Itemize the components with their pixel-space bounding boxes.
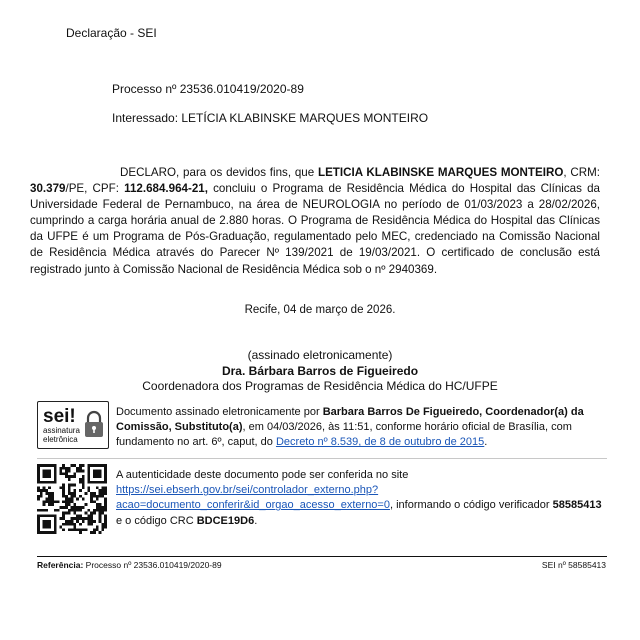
electronic-signature-text bbox=[116, 405, 606, 450]
qr-code-graphic bbox=[37, 464, 107, 534]
separator-line bbox=[37, 458, 607, 459]
footer-ref-value: Processo nº 23536.010419/2020-89 bbox=[83, 560, 222, 570]
sei-logo-graphic bbox=[38, 402, 108, 448]
interessado-line: Interessado: LETÍCIA KLABINSKE MARQUES MONTEIRO bbox=[112, 111, 429, 125]
signature-note: (assinado eletronicamente) bbox=[247, 348, 393, 362]
footer-sei-number: SEI nº 58585413 bbox=[541, 560, 606, 570]
process-number: Processo nº 23536.010419/2020-89 bbox=[112, 82, 304, 96]
verification-code: 58585413 bbox=[552, 499, 602, 512]
esign-text-3: . bbox=[484, 436, 488, 448]
auth-url-part-1: https://sei.ebserh.gov.br/sei/controlador_externo.php? bbox=[116, 484, 379, 497]
decree-link[interactable]: Decreto nº 8.539, de 8 de outubro de 2015 bbox=[275, 436, 485, 448]
verification-url-link[interactable] bbox=[116, 484, 390, 511]
declaration-text-3: /PE, CPF: bbox=[65, 182, 125, 196]
place-date: Recife, 04 de março de 2026. bbox=[244, 304, 396, 316]
sei-brand-text: sei! bbox=[43, 406, 76, 427]
declaration-paragraph bbox=[30, 165, 600, 278]
declaration-text-2: , CRM: bbox=[563, 166, 600, 179]
authenticity-text bbox=[116, 468, 608, 529]
declaration-text-4: concluiu o Programa de Residência Médica do Hospital das Clínicas da Universidade Federal de Pernambuco, na área de NEUROLOGIA no período de 01/03/2023 a 28/02/2026, cumprindo a carga horária anual de 2.880 horas. O Programa de Residência Médica do Hospital das Clínicas da UFPE é um Programa de Pós-Graduação, regulamentado pelo MEC, credenciado na Comissão Nacional de Residência Médica através do Parecer Nº 139/2021 de 19/03/2021. O certificado de conclusão está registrado junto à Comissão Nacional de Residência Médica sob o nº 2940369. bbox=[30, 182, 600, 276]
esign-signer: Barbara Barros De Figueiredo, Coordenador(a) da Comissão, Substituto(a) bbox=[116, 406, 584, 433]
auth-text-1: A autenticidade deste documento pode ser conferida no site bbox=[116, 469, 409, 481]
esign-text-2: , em 04/03/2026, às 11:51, conforme horário oficial de Brasília, com fundamento no art. 6º, caput, do bbox=[116, 421, 572, 448]
auth-text-2: , informando o código verificador bbox=[389, 499, 553, 512]
auth-url-part-2: acao=documento_conferir&id_orgao_acesso_externo=0 bbox=[116, 499, 390, 512]
footer-rule bbox=[37, 556, 607, 557]
sei-signature-logo bbox=[37, 401, 109, 449]
qr-code bbox=[37, 464, 107, 534]
sei-sub-text-1: assinatura bbox=[43, 426, 80, 435]
signer-name: Dra. Bárbara Barros de Figueiredo bbox=[221, 363, 419, 378]
sei-sub-text-2: eletrônica bbox=[43, 435, 78, 444]
signer-role: Coordenadora dos Programas de Residência Médica do HC/UFPE bbox=[142, 379, 498, 393]
auth-text-4: . bbox=[254, 514, 258, 527]
footer-reference bbox=[37, 560, 222, 570]
footer-ref-label: Referência: bbox=[37, 560, 84, 570]
padlock-icon bbox=[85, 412, 103, 437]
resident-name: LETICIA KLABINSKE MARQUES MONTEIRO bbox=[317, 166, 564, 179]
declaration-text-1: DECLARO, para os devidos fins, que bbox=[120, 166, 318, 179]
auth-text-3: e o código CRC bbox=[116, 514, 197, 527]
document-title: Declaração - SEI bbox=[66, 26, 157, 40]
signature-block bbox=[0, 348, 640, 395]
crc-code: BDCE19D6 bbox=[196, 514, 255, 527]
esign-text-1: Documento assinado eletronicamente por bbox=[116, 406, 323, 418]
crm-number: 30.379 bbox=[30, 182, 66, 196]
cpf-number: 112.684.964-21, bbox=[124, 182, 208, 196]
